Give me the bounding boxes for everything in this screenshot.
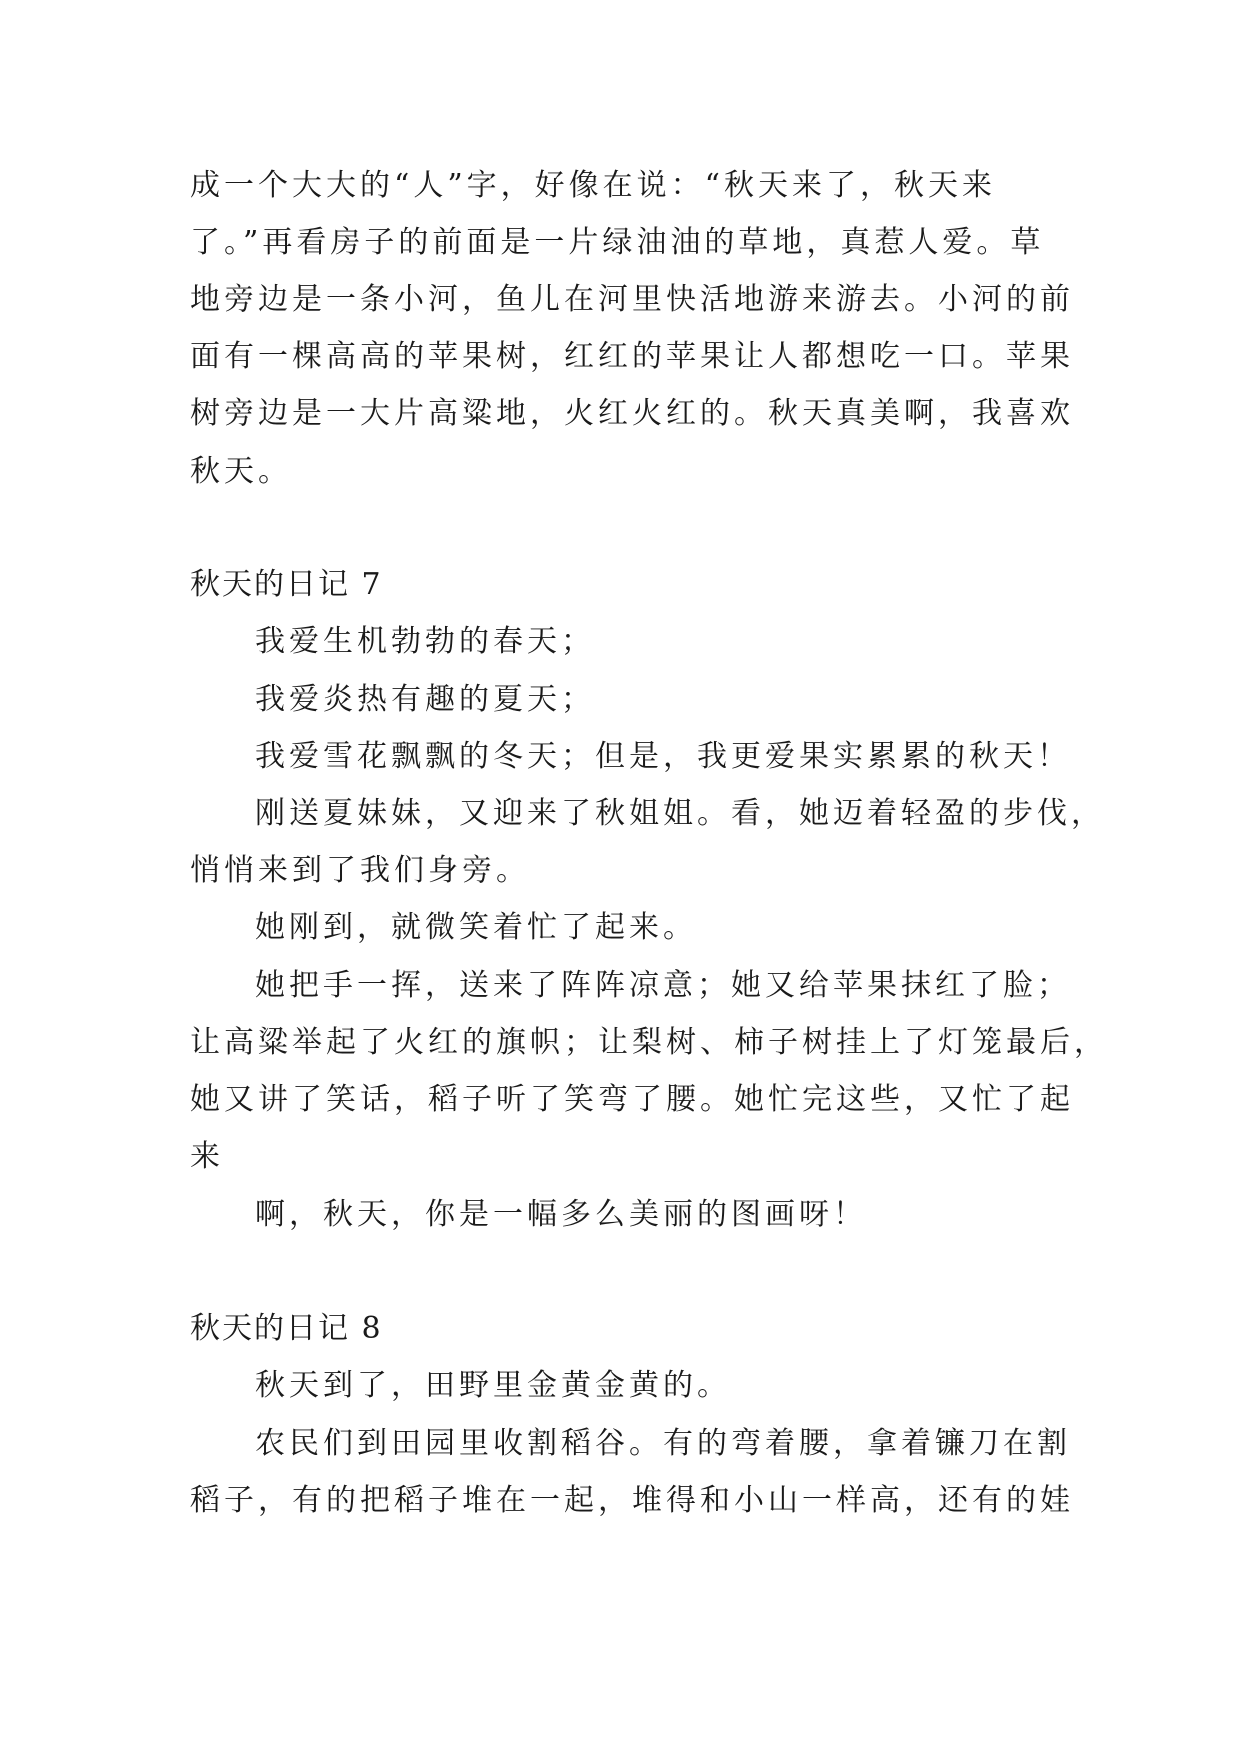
intro-line-5: 树旁边是一大片高粱地，火红火红的。秋天真美啊，我喜欢 xyxy=(190,396,1074,431)
diary7-line-1: 我爱生机勃勃的春天； xyxy=(255,624,595,659)
intro-line-3: 地旁边是一条小河，鱼儿在河里快活地游来游去。小河的前 xyxy=(190,282,1074,317)
diary7-line-11: 啊，秋天，你是一幅多么美丽的图画呀！ xyxy=(255,1197,867,1232)
diary7-line-3: 我爱雪花飘飘的冬天；但是，我更爱果实累累的秋天！ xyxy=(255,739,1071,774)
intro-line-4: 面有一棵高高的苹果树，红红的苹果让人都想吃一口。苹果 xyxy=(190,339,1074,374)
diary8-line-2: 农民们到田园里收割稻谷。有的弯着腰，拿着镰刀在割 xyxy=(255,1426,1071,1461)
diary8-title: 秋天的日记 8 xyxy=(190,1311,383,1346)
diary7-line-2: 我爱炎热有趣的夏天； xyxy=(255,682,595,717)
diary7-title: 秋天的日记 7 xyxy=(190,567,383,602)
intro-line-6: 秋天。 xyxy=(190,454,292,489)
diary7-line-5: 悄悄来到了我们身旁。 xyxy=(190,853,530,888)
diary7-line-7: 她把手一挥，送来了阵阵凉意；她又给苹果抹红了脸； xyxy=(255,968,1071,1003)
diary7-line-10: 来 xyxy=(190,1139,224,1174)
diary8-line-1: 秋天到了，田野里金黄金黄的。 xyxy=(255,1368,731,1403)
diary7-line-6: 她刚到，就微笑着忙了起来。 xyxy=(255,910,697,945)
intro-line-2: 了。”再看房子的前面是一片绿油油的草地，真惹人爱。草 xyxy=(190,225,1045,260)
diary7-line-8: 让高粱举起了火红的旗帜；让梨树、柿子树挂上了灯笼最后， xyxy=(190,1025,1108,1060)
intro-line-1: 成一个大大的“人”字，好像在说：“秋天来了，秋天来 xyxy=(190,168,997,203)
diary7-line-9: 她又讲了笑话，稻子听了笑弯了腰。她忙完这些，又忙了起 xyxy=(190,1082,1074,1117)
diary7-line-4: 刚送夏妹妹，又迎来了秋姐姐。看，她迈着轻盈的步伐， xyxy=(255,796,1105,831)
diary8-line-3: 稻子，有的把稻子堆在一起，堆得和小山一样高，还有的娃 xyxy=(190,1483,1074,1518)
